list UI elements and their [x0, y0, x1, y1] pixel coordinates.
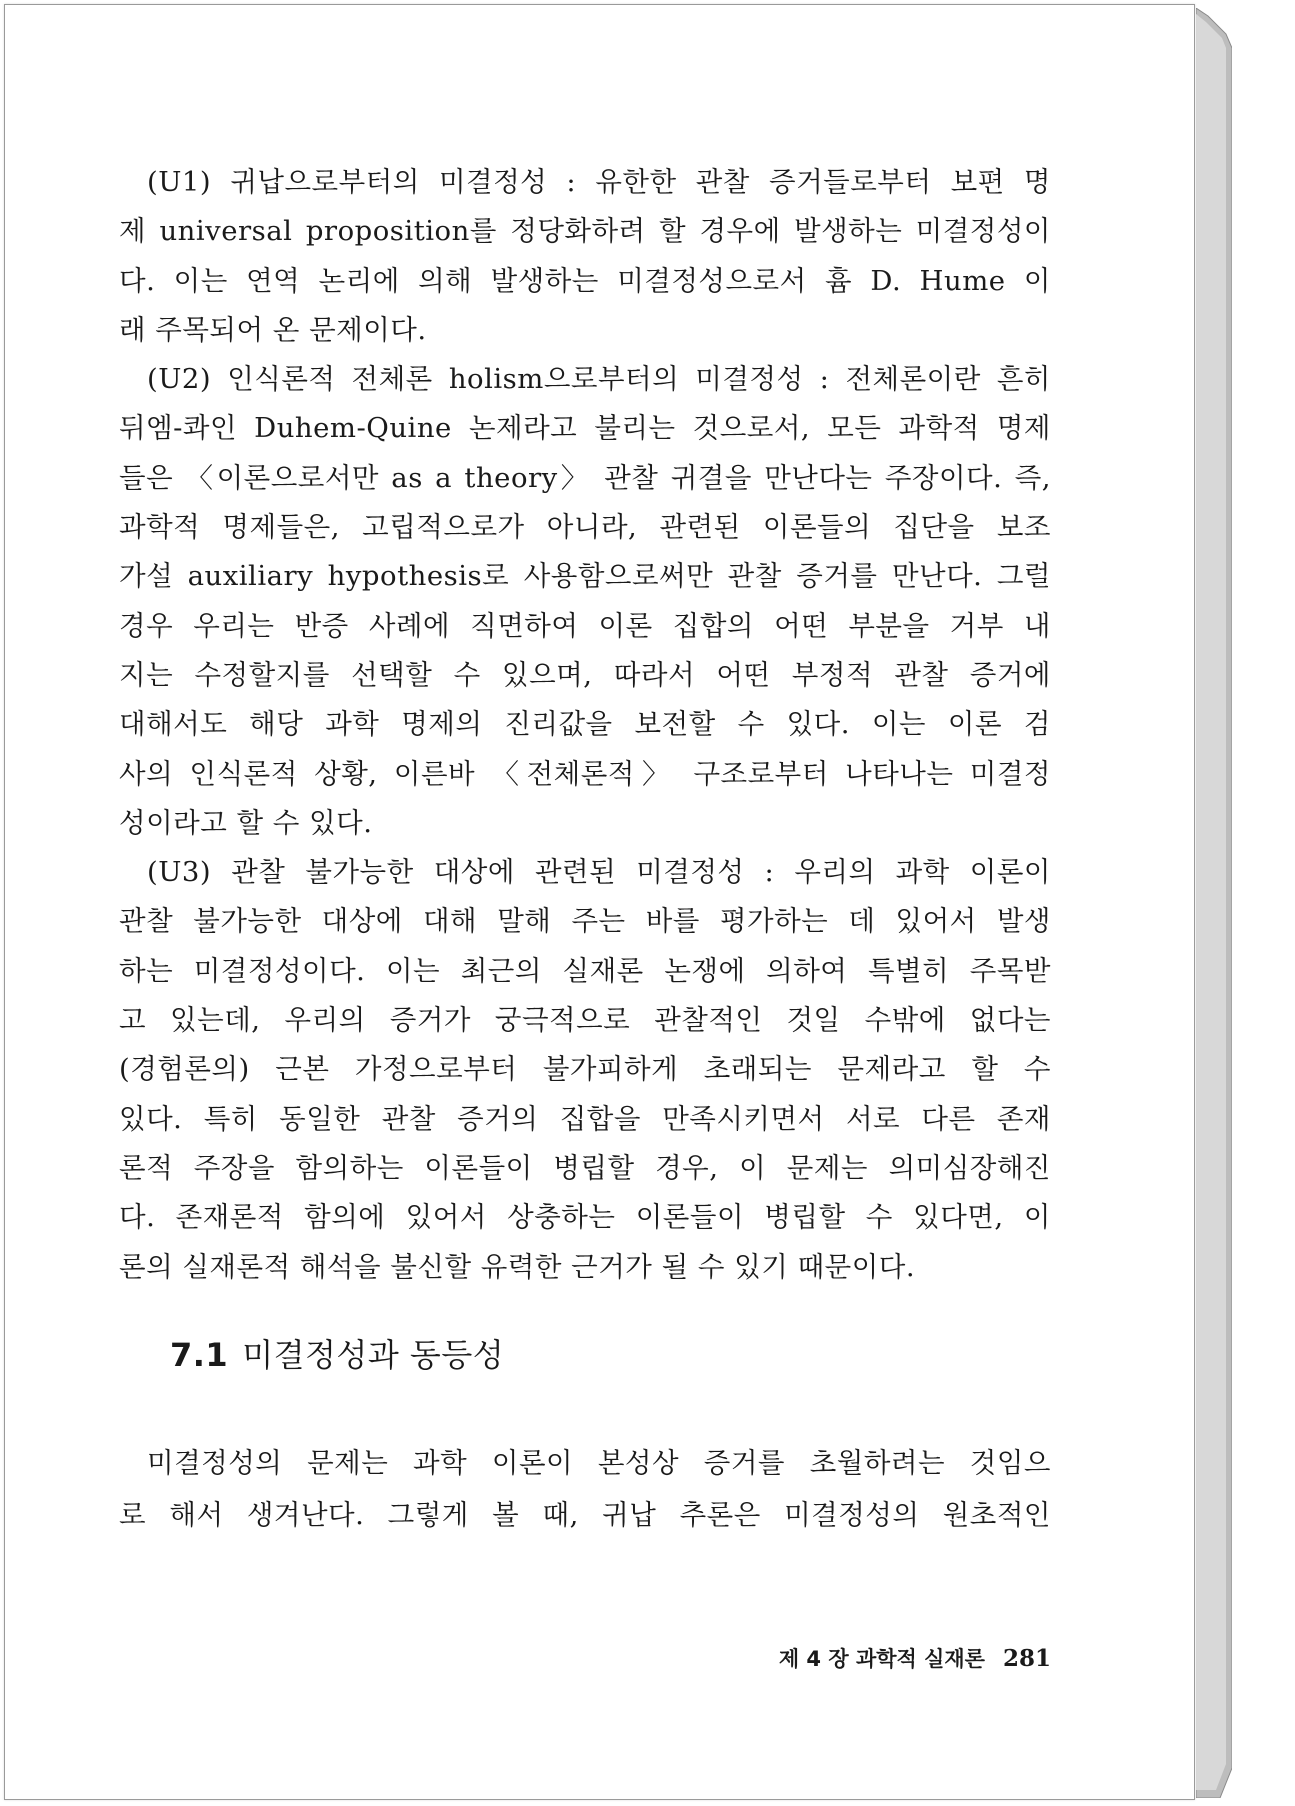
body-line: (U3) 관찰 불가능한 대상에 관련된 미결정성 : 우리의 과학 이론이 [147, 856, 1051, 889]
body-line: 경우 우리는 반증 사례에 직면하여 이론 집합의 어떤 부분을 거부 내 [119, 609, 1051, 642]
body-line: 관찰 불가능한 대상에 대해 말해 주는 바를 평가하는 데 있어서 발생 [119, 905, 1051, 938]
body-line: 지는 수정할지를 선택할 수 있으며, 따라서 어떤 부정적 관찰 증거에 [119, 658, 1051, 691]
page-edge-shadow [1196, 8, 1232, 1798]
page-number: 281 [1002, 1645, 1051, 1672]
body-line: 과학적 명제들은, 고립적으로가 아니라, 관련된 이론들의 집단을 보조 [119, 511, 1051, 544]
body-line: 론적 주장을 함의하는 이론들이 병립할 경우, 이 문제는 의미심장해진 [119, 1151, 1051, 1184]
chapter-title: 제 4 장 과학적 실재론 [778, 1647, 985, 1671]
section-heading [170, 1330, 504, 1376]
body-line: 제 universal proposition를 정당화하려 할 경우에 발생하는 미결정성이 [119, 215, 1051, 248]
body-line: 뒤엠-콰인 Duhem-Quine 논제라고 불리는 것으로서, 모든 과학적 명제 [119, 412, 1051, 445]
body-line: (경험론의) 근본 가정으로부터 불가피하게 초래되는 문제라고 할 수 [119, 1053, 1051, 1086]
body-line: 고 있는데, 우리의 증거가 궁극적으로 관찰적인 것일 수밖에 없다는 [119, 1004, 1051, 1037]
body-text [119, 158, 1051, 1292]
body-line: 론의 실재론적 해석을 불신할 유력한 근거가 될 수 있기 때문이다. [119, 1250, 916, 1283]
body-line: (U1) 귀납으로부터의 미결정성 : 유한한 관찰 증거들로부터 보편 명 [147, 166, 1051, 198]
body-line: 하는 미결정성이다. 이는 최근의 실재론 논쟁에 의하여 특별히 주목받 [119, 954, 1051, 987]
body-line: 래 주목되어 온 문제이다. [119, 313, 427, 346]
section-number: 7.1 [170, 1336, 229, 1374]
running-footer [700, 1643, 1051, 1673]
body-line: 사의 인식론적 상황, 이른바 〈전체론적〉 구조로부터 나타나는 미결정 [119, 757, 1051, 790]
body-line: 들은 〈이론으로서만 as a theory〉 관찰 귀결을 만난다는 주장이다. 즉, [119, 461, 1051, 494]
section-body-text [119, 1437, 1051, 1541]
section-title: 미결정성과 동등성 [242, 1336, 505, 1374]
body-line: 다. 존재론적 함의에 있어서 상충하는 이론들이 병립할 수 있다면, 이 [119, 1201, 1051, 1234]
body-line: 로 해서 생겨난다. 그렇게 볼 때, 귀납 추론은 미결정성의 원초적인 [119, 1499, 1051, 1531]
body-line: 미결정성의 문제는 과학 이론이 본성상 증거를 초월하려는 것임으 [147, 1447, 1051, 1479]
body-line: (U2) 인식론적 전체론 holism으로부터의 미결정성 : 전체론이란 흔히 [147, 363, 1051, 396]
body-line: 다. 이는 연역 논리에 의해 발생하는 미결정성으로서 흄 D. Hume 이 [119, 264, 1051, 297]
body-line: 성이라고 할 수 있다. [119, 806, 373, 839]
body-line: 가설 auxiliary hypothesis로 사용함으로써만 관찰 증거를 만난다. 그럴 [119, 560, 1051, 593]
body-line: 대해서도 해당 과학 명제의 진리값을 보전할 수 있다. 이는 이론 검 [119, 708, 1051, 741]
body-line: 있다. 특히 동일한 관찰 증거의 집합을 만족시키면서 서로 다른 존재 [119, 1102, 1051, 1135]
